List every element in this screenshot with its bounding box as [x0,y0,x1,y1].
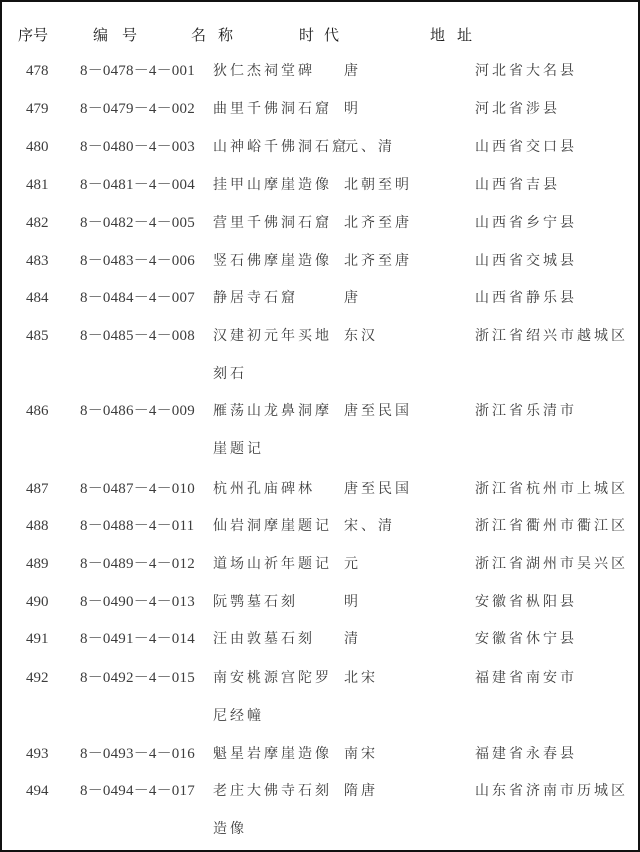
header-address: 地址 [430,26,485,44]
cell-name: 南安桃源宫陀罗 [213,670,332,686]
cell-era: 唐 [344,63,361,79]
cell-name: 仙岩洞摩崖题记 [213,518,332,534]
cell-name-continuation: 造像 [213,821,247,837]
cell-seq: 482 [26,215,49,231]
cell-address: 河北省大名县 [475,63,577,79]
header-era: 时代 [299,26,350,44]
header-code: 编号 [93,26,152,44]
cell-address: 山西省吉县 [475,177,560,193]
cell-address: 浙江省绍兴市越城区 [475,328,628,344]
cell-code: 8－0493－4－016 [80,746,195,762]
cell-seq: 490 [26,594,49,610]
cell-seq: 488 [26,518,49,534]
cell-code: 8－0479－4－002 [80,101,195,117]
cell-name-continuation: 刻石 [213,366,247,382]
cell-code: 8－0490－4－013 [80,594,195,610]
cell-seq: 487 [26,481,49,497]
cell-seq: 492 [26,670,49,686]
cell-address: 浙江省衢州市衢江区 [475,518,628,534]
cell-code: 8－0484－4－007 [80,290,195,306]
cell-seq: 483 [26,253,49,269]
cell-name: 雁荡山龙鼻洞摩 [213,403,332,419]
cell-seq: 481 [26,177,49,193]
cell-address: 浙江省乐清市 [475,403,577,419]
cell-address: 山东省济南市历城区 [475,783,628,799]
cell-address: 山西省交城县 [475,253,577,269]
cell-era: 北朝至明 [344,177,412,193]
cell-code: 8－0481－4－004 [80,177,195,193]
cell-name: 营里千佛洞石窟 [213,215,332,231]
cell-name: 汉建初元年买地 [213,328,332,344]
header-seq: 序号 [18,26,49,44]
cell-code: 8－0488－4－011 [80,518,195,534]
cell-code: 8－0492－4－015 [80,670,195,686]
cell-era: 明 [344,101,361,117]
cell-era: 宋、清 [344,518,395,534]
table-body [2,2,638,850]
cell-address: 安徽省休宁县 [475,631,577,647]
cell-era: 隋唐 [344,783,378,799]
cell-name: 狄仁杰祠堂碑 [213,63,315,79]
cell-era: 唐至民国 [344,481,412,497]
cell-code: 8－0489－4－012 [80,556,195,572]
cell-code: 8－0487－4－010 [80,481,195,497]
cell-name-continuation: 尼经幢 [213,708,264,724]
cell-seq: 493 [26,746,49,762]
cell-name: 挂甲山摩崖造像 [213,177,332,193]
cell-era: 唐 [344,290,361,306]
cell-code: 8－0491－4－014 [80,631,195,647]
cell-name: 道场山祈年题记 [213,556,332,572]
cell-name: 竖石佛摩崖造像 [213,253,332,269]
cell-seq: 484 [26,290,49,306]
cell-seq: 489 [26,556,49,572]
cell-address: 浙江省湖州市吴兴区 [475,556,628,572]
cell-name: 汪由敦墓石刻 [213,631,315,647]
cell-name-continuation: 崖题记 [213,441,264,457]
cell-name: 山神峪千佛洞石窟 [213,139,349,155]
cell-seq: 478 [26,63,49,79]
cell-code: 8－0482－4－005 [80,215,195,231]
cell-seq: 486 [26,403,49,419]
cell-era: 元 [344,556,361,572]
cell-address: 福建省南安市 [475,670,577,686]
cell-seq: 494 [26,783,49,799]
cell-address: 浙江省杭州市上城区 [475,481,628,497]
cell-era: 清 [344,631,361,647]
cell-code: 8－0494－4－017 [80,783,195,799]
cell-era: 北宋 [344,670,378,686]
cell-code: 8－0483－4－006 [80,253,195,269]
cell-address: 安徽省枞阳县 [475,594,577,610]
cell-code: 8－0478－4－001 [80,63,195,79]
cell-code: 8－0480－4－003 [80,139,195,155]
cell-name: 魁星岩摩崖造像 [213,746,332,762]
cell-seq: 491 [26,631,49,647]
cell-address: 山西省乡宁县 [475,215,577,231]
cell-address: 福建省永春县 [475,746,577,762]
cell-era: 东汉 [344,328,378,344]
cell-code: 8－0486－4－009 [80,403,195,419]
cell-address: 山西省静乐县 [475,290,577,306]
cell-era: 明 [344,594,361,610]
header-name: 名称 [191,26,246,44]
cell-seq: 479 [26,101,49,117]
cell-address: 河北省涉县 [475,101,560,117]
cell-era: 元、清 [344,139,395,155]
cell-name: 静居寺石窟 [213,290,298,306]
cell-name: 曲里千佛洞石窟 [213,101,332,117]
cell-seq: 485 [26,328,49,344]
cell-seq: 480 [26,139,49,155]
cell-address: 山西省交口县 [475,139,577,155]
cell-name: 老庄大佛寺石刻 [213,783,332,799]
cell-era: 南宋 [344,746,378,762]
cell-name: 阮鹗墓石刻 [213,594,298,610]
cell-name: 杭州孔庙碑林 [213,481,315,497]
cell-era: 唐至民国 [344,403,412,419]
cell-era: 北齐至唐 [344,253,412,269]
cell-code: 8－0485－4－008 [80,328,195,344]
cell-era: 北齐至唐 [344,215,412,231]
